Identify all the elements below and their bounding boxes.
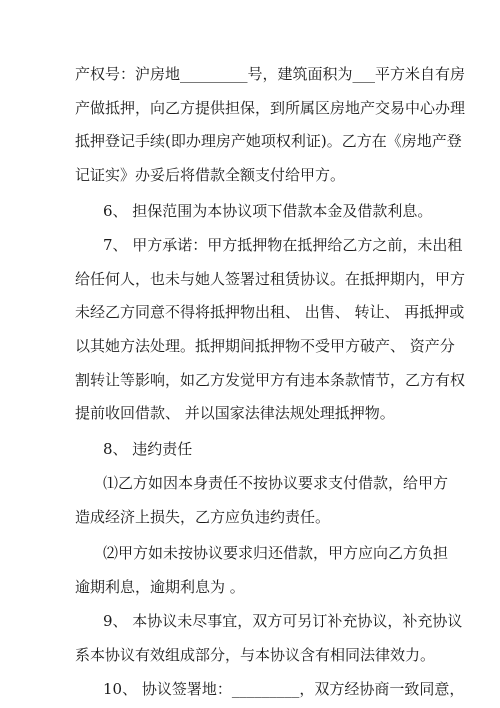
line-text: 7、 甲方承诺：甲方抵押物在抵押给乙方之前，未出租 [103,236,463,254]
text-line [0,57,500,91]
line-text: 造成经济上损失，乙方应负违约责任。 [75,508,331,526]
line-text: 抵押登记手续(即办理房产她项权利证)。乙方在《房地产登 [75,132,462,150]
line-text: 系本协议有效组成部分，与本协议含有相同法律效力。 [75,646,436,664]
text-line [0,158,500,192]
text-line [0,295,500,329]
line-text: 8、 违约责任 [103,440,193,458]
line-text: 产做抵押，向乙方提供担保，到所属区房地产交易中心办理 [75,99,466,117]
line-text: 割转让等影响，如乙方发觉甲方有违本条款情节，乙方有权 [75,371,466,389]
clause-7 [0,228,500,262]
line-text: 记证实》办妥后将借款全额支付给甲方。 [75,166,346,184]
line-text: 6、 担保范围为本协议项下借款本金及借款利息。 [103,202,433,220]
line-text: 以其她方法处理。抵押期间抵押物不受甲方破产、 资产分 [75,337,455,355]
clause-8-item-1 [0,466,500,500]
text-line [0,396,500,430]
clause-6 [0,194,500,228]
line-text: 逾期利息，逾期利息为 。 [75,578,245,596]
text-line [0,638,500,672]
text-line [0,124,500,158]
clause-10 [0,672,500,706]
text-line [0,329,500,363]
text-line [0,262,500,296]
text-line [0,91,500,125]
line-text: 未经乙方同意不得将抵押物出租、 出售、 转让、 再抵押或 [75,303,465,321]
line-text: 给任何人，也未与她人签署过租赁协议。在抵押期内，甲方 [75,270,466,288]
line-text: 9、 本协议未尽事宜，双方可另订补充协议，补充协议 [103,612,463,630]
clause-8-heading [0,432,500,466]
text-line [0,570,500,604]
line-text: 10、 协议签署地：_________，双方经协商一致同意， [103,680,465,698]
line-text: ⑵甲方如未按协议要求归还借款，甲方应向乙方负担 [103,544,449,562]
line-text: 提前收回借款、 并以国家法律法规处理抵押物。 [75,404,395,422]
text-line [0,363,500,397]
line-text: ⑴乙方如因本身责任不按协议要求支付借款，给甲方 [103,474,449,492]
line-text: 产权号：沪房地_________号，建筑面积为___平方米自有房 [75,65,466,83]
clause-9 [0,604,500,638]
clause-8-item-2 [0,536,500,570]
text-line [0,500,500,534]
